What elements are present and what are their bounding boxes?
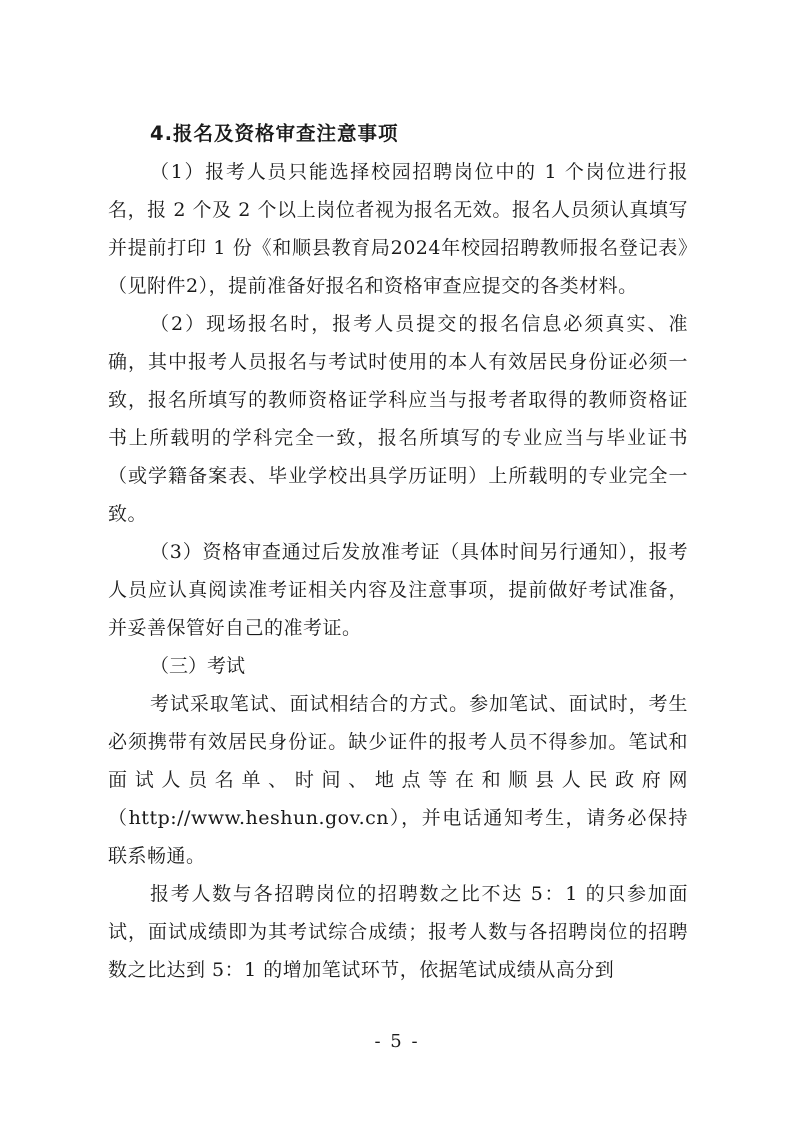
paragraph-registration-1: （1）报考人员只能选择校园招聘岗位中的 1 个岗位进行报名，报 2 个及 2 个以上岗位者视为报名无效。报名人员须认真填写并提前打印 1 份《和顺县教育局2024年校园招聘教师报名登记表》（见附件2），提前准备好报名和资格审查应提交的各类材料。: [108, 161, 688, 297]
exam-subheading: （三）考试: [150, 655, 246, 677]
paragraph-registration-3: （3）资格审查通过后发放准考证（具体时间另行通知），报考人员应认真阅读准考证相关内容及注意事项，提前做好考试准备，并妥善保管好自己的准考证。: [108, 541, 688, 639]
paragraph-registration-2: （2）现场报名时，报考人员提交的报名信息必须真实、准确，其中报考人员报名与考试时使用的本人有效居民身份证必须一致，报名所填写的教师资格证学科应当与报考者取得的教师资格证书上所载明的学科完全一致，报名所填写的专业应当与毕业证书（或学籍备案表、毕业学校出具学历证明）上所载明的专业完全一致。: [108, 313, 688, 525]
document-body: [108, 115, 688, 989]
section-heading: 4.报名及资格审查注意事项: [150, 122, 399, 145]
page-number: - 5 -: [374, 1031, 420, 1052]
paragraph-exam-ratio: 报考人数与各招聘岗位的招聘数之比不达 5：1 的只参加面试，面试成绩即为其考试综合成绩；报考人数与各招聘岗位的招聘数之比达到 5：1 的增加笔试环节，依据笔试成绩从高分到: [108, 883, 688, 981]
paragraph-exam-method: 考试采取笔试、面试相结合的方式。参加笔试、面试时，考生必须携带有效居民身份证。缺少证件的报考人员不得参加。笔试和面试人员名单、时间、地点等在和顺县人民政府网（http://www.heshun.gov.cn），并电话通知考生，请务必保持联系畅通。: [108, 693, 688, 867]
